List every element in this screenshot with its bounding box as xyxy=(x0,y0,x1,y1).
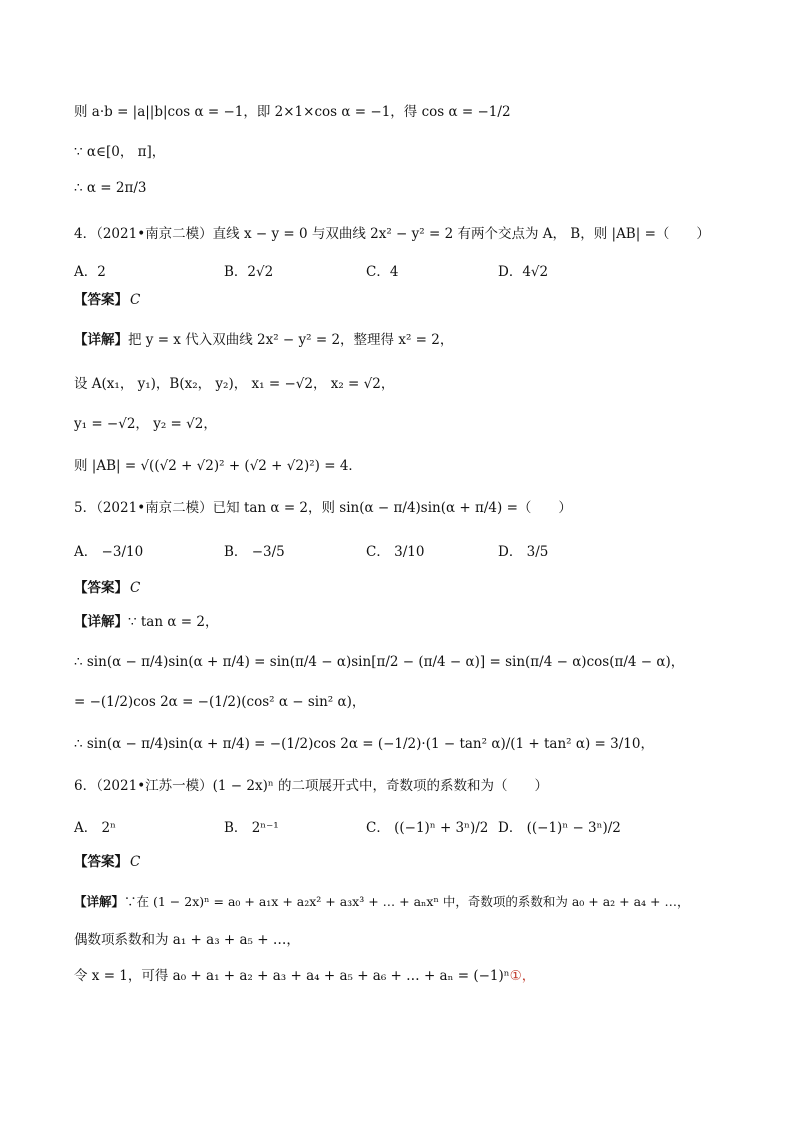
q4-detail-4: 则 |AB| = √((√2 + √2)² + (√2 + √2)²) = 4． xyxy=(74,458,362,474)
solution-line-1: 则 a·b = |a||b|cos α = −1，即 2×1×cos α = −1，得 cos α = −1/2 xyxy=(74,104,511,120)
q4-detail-3: y₁ = −√2， y₂ = √2， xyxy=(74,416,217,432)
detail-text: 令 x = 1，可得 a₀ + a₁ + a₂ + a₃ + a₄ + a₅ + a₆ + … + aₙ = (−1)ⁿ xyxy=(74,968,510,984)
q6-detail-1 xyxy=(74,892,690,912)
detail-label: 【详解】 xyxy=(74,332,128,348)
q4-stem: 4．（2021•南京二模）直线 x − y = 0 与双曲线 2x² − y² = 2 有两个交点为 A， B，则 |AB| =（ ） xyxy=(74,226,710,242)
q5-option-a: A． −3/10 xyxy=(74,544,144,560)
q5-detail-4: ∴ sin(α − π/4)sin(α + π/4) = −(1/2)cos 2α = (−1/2)·(1 − tan² α)/(1 + tan² α) = 3/10， xyxy=(74,736,654,752)
q6-option-a: A． 2ⁿ xyxy=(74,820,116,836)
answer-label: 【答案】 xyxy=(74,854,128,870)
answer-value: C xyxy=(130,854,141,870)
solution-line-3: ∴ α = 2π/3 xyxy=(74,180,147,196)
q6-answer xyxy=(74,852,140,872)
q5-stem: 5．（2021•南京二模）已知 tan α = 2，则 sin(α − π/4)sin(α + π/4) =（ ） xyxy=(74,500,572,516)
detail-label: 【详解】 xyxy=(74,614,128,630)
q4-option-a: A．2 xyxy=(74,264,106,280)
q6-option-d: D． ((−1)ⁿ − 3ⁿ)/2 xyxy=(498,820,621,836)
detail-text: ∵ tan α = 2， xyxy=(128,614,219,630)
q5-detail-1 xyxy=(74,612,218,632)
q6-detail-3 xyxy=(74,966,535,986)
detail-text: 把 y = x 代入双曲线 2x² − y² = 2，整理得 x² = 2， xyxy=(128,332,454,348)
q6-option-b: B． 2ⁿ⁻¹ xyxy=(224,820,279,836)
equation-marker: ①， xyxy=(509,968,536,984)
q5-option-d: D． 3/5 xyxy=(498,544,549,560)
q4-option-c: C．4 xyxy=(366,264,399,280)
q4-answer xyxy=(74,290,140,310)
answer-value: C xyxy=(130,292,141,308)
q6-detail-2: 偶数项系数和为 a₁ + a₃ + a₅ + …， xyxy=(74,932,300,948)
q6-option-c: C． ((−1)ⁿ + 3ⁿ)/2 xyxy=(366,820,489,836)
answer-label: 【答案】 xyxy=(74,580,128,596)
q5-option-b: B． −3/5 xyxy=(224,544,285,560)
q5-answer xyxy=(74,578,140,598)
q4-detail-2: 设 A(x₁， y₁)，B(x₂， y₂)， x₁ = −√2， x₂ = √2， xyxy=(74,376,395,392)
answer-value: C xyxy=(130,580,141,596)
answer-label: 【答案】 xyxy=(74,292,128,308)
q6-options xyxy=(74,818,714,838)
detail-label: 【详解】 xyxy=(74,894,125,909)
detail-text: ∵在 (1 − 2x)ⁿ = a₀ + a₁x + a₂x² + a₃x³ + … + aₙxⁿ 中，奇数项的系数和为 a₀ + a₂ + a₄ + …， xyxy=(124,894,690,909)
q4-detail-1 xyxy=(74,330,453,350)
q5-detail-2: ∴ sin(α − π/4)sin(α + π/4) = sin(π/4 − α)sin[π/2 − (π/4 − α)] = sin(π/4 − α)cos(π/4 − α)， xyxy=(74,654,685,670)
q5-options xyxy=(74,542,714,562)
q4-options xyxy=(74,262,714,282)
q5-detail-3: = −(1/2)cos 2α = −(1/2)(cos² α − sin² α)， xyxy=(74,694,366,710)
q6-stem: 6．（2021•江苏一模）(1 − 2x)ⁿ 的二项展开式中，奇数项的系数和为（ ） xyxy=(74,778,549,794)
solution-line-2: ∵ α∈[0， π]， xyxy=(74,144,166,160)
q4-option-b: B．2√2 xyxy=(224,264,274,280)
q5-option-c: C． 3/10 xyxy=(366,544,425,560)
q4-option-d: D．4√2 xyxy=(498,264,549,280)
